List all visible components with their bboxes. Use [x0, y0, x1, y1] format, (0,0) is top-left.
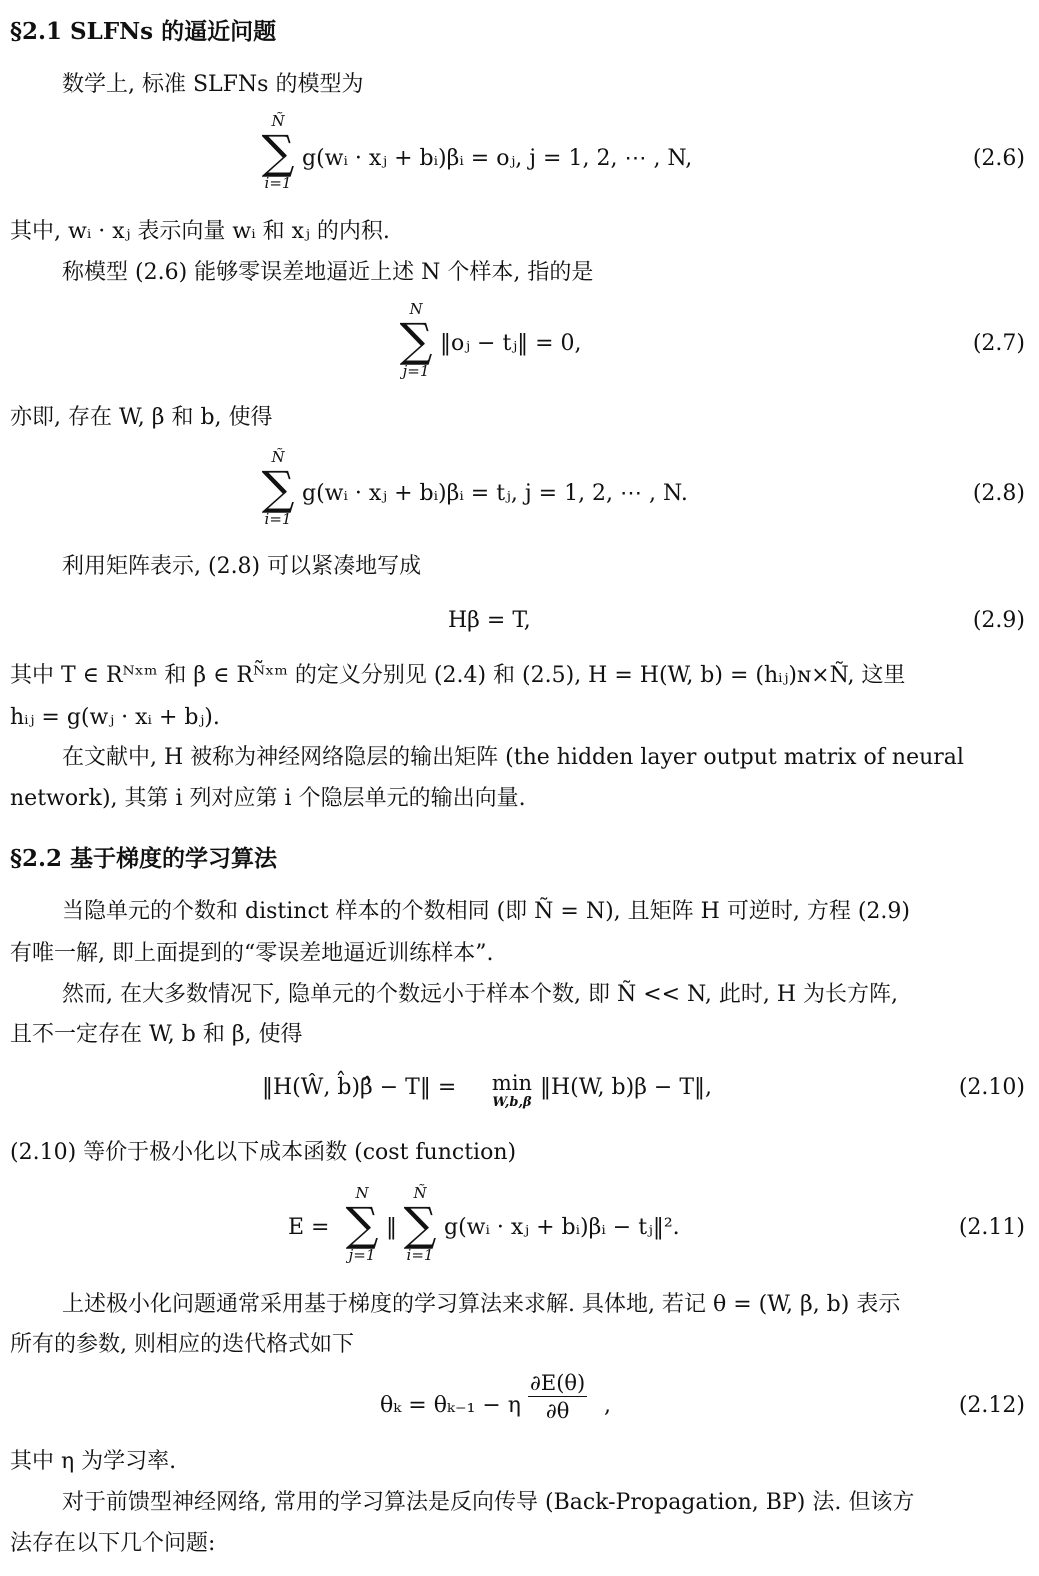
- equation-body: ‖oⱼ − tⱼ‖ = 0,: [440, 331, 582, 356]
- sum-upper-limit: Ñ: [271, 448, 285, 466]
- equation-body: g(wᵢ · xⱼ + bᵢ)βᵢ = oⱼ, j = 1, 2, ⋯ , N,: [302, 146, 693, 171]
- equation-2-8: [0, 448, 1039, 538]
- equation-2-7: [0, 300, 1039, 390]
- sum-upper-limit: N: [409, 300, 423, 318]
- equation-2-6: [0, 112, 1039, 202]
- paragraph: 且不一定存在 W, b 和 β, 使得: [10, 1022, 303, 1047]
- paragraph: 然而, 在大多数情况下, 隐单元的个数远小于样本个数, 即 Ñ << N, 此时, H 为长方阵,: [62, 982, 899, 1007]
- fraction: [528, 1370, 587, 1425]
- equation-lhs: ‖H(Ŵ, b̂)β̂ − T‖ =: [262, 1075, 457, 1100]
- paragraph: 当隐单元的个数和 distinct 样本的个数相同 (即 Ñ = N), 且矩阵 H 可逆时, 方程 (2.9): [62, 899, 910, 924]
- equation-rhs: ‖H(W, b)β − T‖,: [540, 1075, 712, 1100]
- equation-tail: ,: [604, 1393, 611, 1418]
- summation: N ∑ j=1: [394, 300, 438, 380]
- equation-lhs: θₖ = θₖ₋₁ − η: [380, 1393, 521, 1418]
- equation-number: (2.10): [958, 1075, 1025, 1100]
- paragraph: hᵢⱼ = g(wⱼ · xᵢ + bⱼ).: [10, 705, 220, 730]
- min-operator: min W,b,β: [484, 1070, 540, 1110]
- equation-number: (2.6): [972, 146, 1025, 171]
- equation-number: (2.9): [972, 608, 1025, 633]
- summation: N ∑ j=1: [340, 1184, 384, 1264]
- sum-lower-limit: i=1: [264, 510, 292, 528]
- sum-lower-limit: j=1: [348, 1246, 376, 1264]
- sum-upper-limit: N: [355, 1184, 369, 1202]
- paragraph: 有唯一解, 即上面提到的“零误差地逼近训练样本”.: [10, 941, 494, 966]
- paragraph: 称模型 (2.6) 能够零误差地逼近上述 N 个样本, 指的是: [62, 260, 594, 285]
- summation: Ñ ∑ i=1: [256, 112, 300, 192]
- paragraph: 其中 T ∈ Rᴺˣᵐ 和 β ∈ Rᴺ̃ˣᵐ 的定义分别见 (2.4) 和 (2.5), H = H(W, b) = (hᵢⱼ)ɴ×Ñ, 这里: [10, 663, 906, 688]
- equation-number: (2.11): [958, 1215, 1025, 1240]
- equation-number: (2.8): [972, 481, 1025, 506]
- section-title-2-1: §2.1 SLFNs 的逼近问题: [10, 18, 277, 45]
- equation-body: g(wᵢ · xⱼ + bᵢ)βᵢ = tⱼ, j = 1, 2, ⋯ , N.: [302, 481, 688, 506]
- summation: Ñ ∑ i=1: [398, 1184, 442, 1264]
- min-subscript: W,b,β: [492, 1095, 532, 1110]
- paragraph: 其中, wᵢ · xⱼ 表示向量 wᵢ 和 xⱼ 的内积.: [10, 219, 390, 244]
- paragraph: 法存在以下几个问题:: [10, 1531, 216, 1556]
- paragraph: (2.10) 等价于极小化以下成本函数 (cost function): [10, 1140, 517, 1165]
- paragraph: 所有的参数, 则相应的迭代格式如下: [10, 1332, 354, 1357]
- paragraph: 亦即, 存在 W, β 和 b, 使得: [10, 405, 273, 430]
- fraction-denominator: ∂θ: [545, 1399, 570, 1423]
- section-title-2-2: §2.2 基于梯度的学习算法: [10, 845, 278, 872]
- sum-lower-limit: i=1: [406, 1246, 434, 1264]
- sum-upper-limit: Ñ: [271, 112, 285, 130]
- equation-2-12: [0, 1370, 1039, 1460]
- paragraph: 数学上, 标准 SLFNs 的模型为: [62, 72, 364, 97]
- sum-lower-limit: i=1: [264, 174, 292, 192]
- fraction-numerator: ∂E(θ): [530, 1371, 586, 1395]
- equation-body: g(wᵢ · xⱼ + bᵢ)βᵢ − tⱼ‖².: [444, 1215, 680, 1240]
- equation-lhs: E =: [288, 1215, 330, 1240]
- summation: Ñ ∑ i=1: [256, 448, 300, 528]
- paragraph: 对于前馈型神经网络, 常用的学习算法是反向传导 (Back-Propagation, BP) 法. 但该方: [62, 1490, 915, 1515]
- equation-2-11: [0, 1184, 1039, 1274]
- equation-number: (2.12): [958, 1393, 1025, 1418]
- paragraph: network), 其第 i 列对应第 i 个隐层单元的输出向量.: [10, 786, 526, 811]
- norm-open: ‖: [386, 1215, 397, 1240]
- paragraph: 其中 η 为学习率.: [10, 1449, 177, 1474]
- paragraph: 利用矩阵表示, (2.8) 可以紧凑地写成: [62, 554, 422, 579]
- equation-2-9: Hβ = T,: [448, 608, 531, 633]
- equation-number: (2.7): [972, 331, 1025, 356]
- sum-upper-limit: Ñ: [413, 1184, 427, 1202]
- paragraph: 上述极小化问题通常采用基于梯度的学习算法来求解. 具体地, 若记 θ = (W, β, b) 表示: [62, 1292, 901, 1317]
- paragraph: 在文献中, H 被称为神经网络隐层的输出矩阵 (the hidden layer output matrix of neural: [62, 745, 964, 770]
- sum-lower-limit: j=1: [402, 362, 430, 380]
